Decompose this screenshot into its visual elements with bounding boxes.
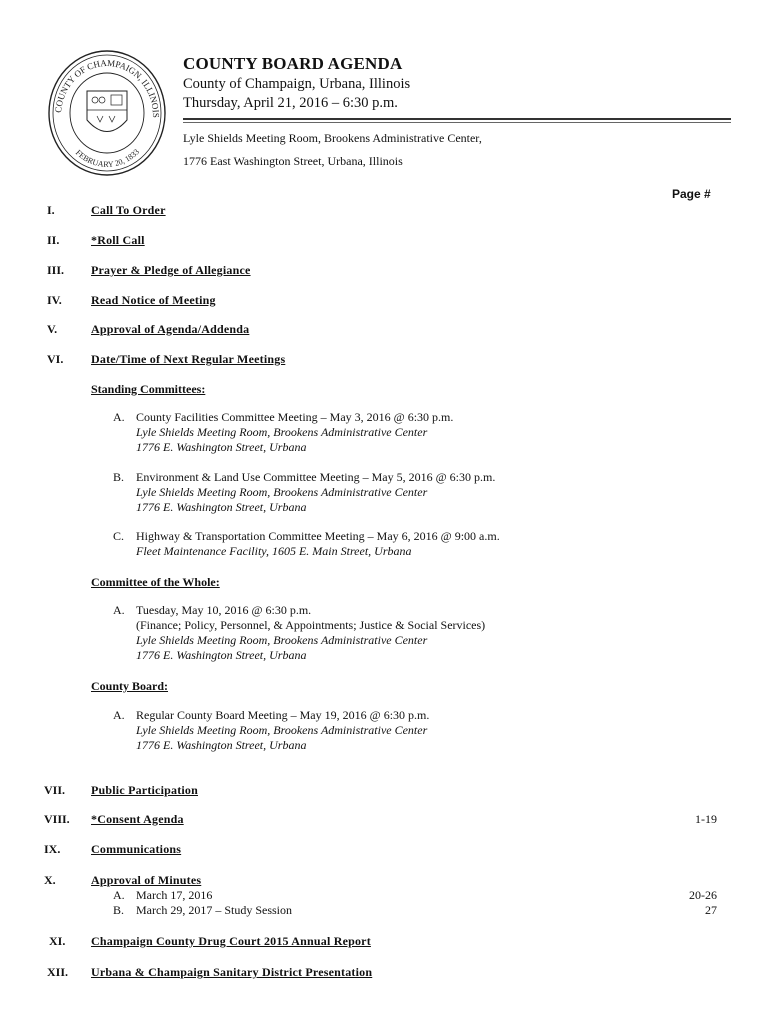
item-number: V. [47, 322, 58, 336]
item-number: VI. [47, 352, 64, 366]
entry-venue: Fleet Maintenance Facility, 1605 E. Main Street, Urbana [136, 544, 412, 558]
item-number: XI. [49, 934, 66, 948]
entry-address: 1776 E. Washington Street, Urbana [136, 500, 307, 514]
entry-line: Environment & Land Use Committee Meeting – May 5, 2016 @ 6:30 p.m. [136, 470, 496, 484]
item-heading: Prayer & Pledge of Allegiance [91, 263, 251, 277]
location-line-1: Lyle Shields Meeting Room, Brookens Administrative Center, [183, 131, 482, 145]
seal-ring-bottom-text: FEBRUARY 20, 1833 [73, 147, 142, 169]
minutes-page-range: 27 [705, 903, 717, 917]
entry-address: 1776 E. Washington Street, Urbana [136, 738, 307, 752]
committee-of-the-whole-heading: Committee of the Whole: [91, 575, 220, 589]
entry-committees: (Finance; Policy, Personnel, & Appointments; Justice & Social Services) [136, 618, 486, 632]
item-heading: Approval of Agenda/Addenda [91, 322, 250, 336]
item-heading: Approval of Minutes [91, 873, 202, 887]
item-number: X. [44, 873, 56, 887]
entry-letter: B. [113, 903, 125, 917]
agenda-header [183, 54, 733, 169]
item-number: VII. [44, 783, 66, 797]
item-heading: Champaign County Drug Court 2015 Annual Report [91, 934, 371, 948]
item-heading: Call To Order [91, 203, 166, 217]
item-number: IX. [44, 842, 61, 856]
entry-letter: A. [113, 888, 125, 902]
item-heading: Public Participation [91, 783, 198, 797]
header-rule-thick [183, 118, 731, 120]
entry-venue: Lyle Shields Meeting Room, Brookens Administrative Center [136, 425, 428, 439]
seal-ring-top-text: COUNTY OF CHAMPAIGN, ILLINOIS [53, 57, 162, 118]
county-line: County of Champaign, Urbana, Illinois [183, 76, 411, 92]
header-rule-thin [183, 122, 731, 123]
item-heading: Read Notice of Meeting [91, 293, 216, 307]
item-heading: Communications [91, 842, 182, 856]
county-board-heading: County Board: [91, 679, 169, 693]
minutes-date: March 29, 2017 – Study Session [136, 903, 292, 917]
item-number: IV. [47, 293, 62, 307]
item-number: XII. [47, 965, 69, 979]
entry-address: 1776 E. Washington Street, Urbana [136, 648, 307, 662]
agenda-title: COUNTY BOARD AGENDA [183, 54, 403, 73]
entry-letter: A. [113, 410, 125, 424]
item-heading: Urbana & Champaign Sanitary District Presentation [91, 965, 373, 979]
item-page-range: 1-19 [695, 812, 717, 826]
location-line-2: 1776 East Washington Street, Urbana, Illinois [183, 154, 403, 168]
entry-address: 1776 E. Washington Street, Urbana [136, 440, 307, 454]
county-seal-logo [47, 48, 167, 178]
entry-venue: Lyle Shields Meeting Room, Brookens Administrative Center [136, 633, 428, 647]
entry-letter: C. [113, 529, 125, 543]
entry-line: County Facilities Committee Meeting – May 3, 2016 @ 6:30 p.m. [136, 410, 454, 424]
minutes-date: March 17, 2016 [136, 888, 213, 902]
entry-line: Tuesday, May 10, 2016 @ 6:30 p.m. [136, 603, 312, 617]
standing-committees-heading: Standing Committees: [91, 382, 206, 396]
item-number: I. [47, 203, 55, 217]
item-number: III. [47, 263, 65, 277]
entry-letter: B. [113, 470, 125, 484]
item-number: VIII. [44, 812, 70, 826]
item-heading: *Roll Call [91, 233, 145, 247]
entry-venue: Lyle Shields Meeting Room, Brookens Administrative Center [136, 485, 428, 499]
entry-venue: Lyle Shields Meeting Room, Brookens Administrative Center [136, 723, 428, 737]
item-number: II. [47, 233, 60, 247]
item-heading: Date/Time of Next Regular Meetings [91, 352, 286, 366]
meeting-date-line: Thursday, April 21, 2016 – 6:30 p.m. [183, 95, 398, 111]
entry-letter: A. [113, 708, 125, 722]
entry-line: Regular County Board Meeting – May 19, 2016 @ 6:30 p.m. [136, 708, 430, 722]
page-number-column-label: Page # [672, 187, 711, 201]
item-heading: *Consent Agenda [91, 812, 184, 826]
minutes-page-range: 20-26 [689, 888, 717, 902]
entry-letter: A. [113, 603, 125, 617]
entry-line: Highway & Transportation Committee Meeting – May 6, 2016 @ 9:00 a.m. [136, 529, 500, 543]
